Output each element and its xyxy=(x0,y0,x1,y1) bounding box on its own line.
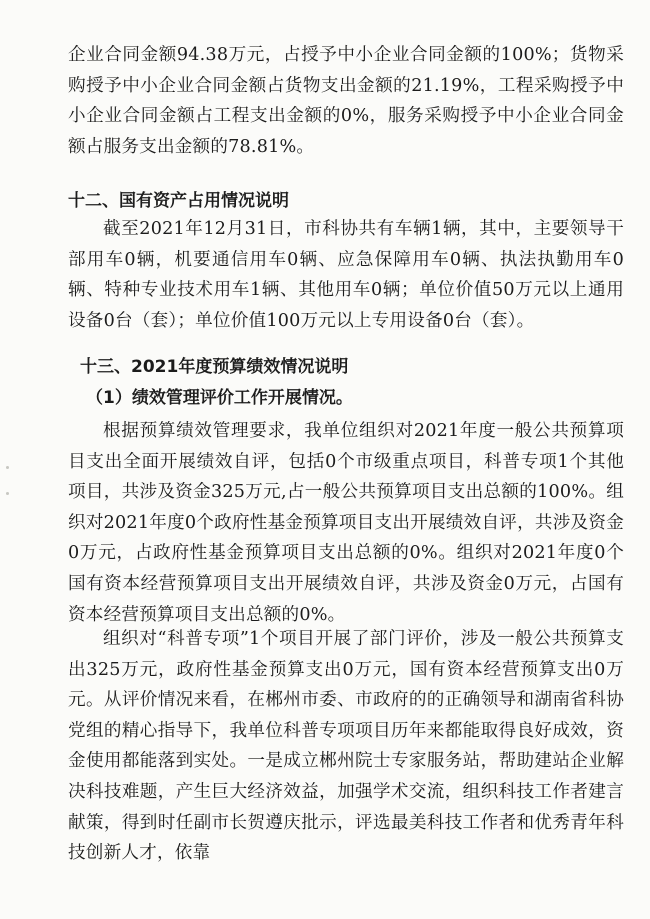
section-13-heading: 十三、2021年度预算绩效情况说明 xyxy=(80,357,349,377)
section-13-paragraph-1: 根据预算绩效管理要求，我单位组织对2021年度一般公共预算项目支出全面开展绩效自评，包括0个市级重点项目，科普专项1个其他项目，共涉及资金325万元,占一般公共预算项目支出总额的100%。组织对2021年度0个政府性基金预算项目支出开展绩效自评，共涉及资金0万元，占政府性基金预算项目支出总额的0%。组织对2021年度0个国有资本经营预算项目支出开展绩效自评，共涉及资金0万元，占国有资本经营预算项目支出总额的0%。 xyxy=(68,421,624,625)
section-12-paragraph: 截至2021年12月31日，市科协共有车辆1辆，其中，主要领导干部用车0辆，机要通信用车0辆、应急保障用车0辆、执法执勤用车0辆、特种专业技术用车1辆、其他用车0辆；单位价值50万元以上通用设备0台（套）；单位价值100万元以上专用设备0台（套）。 xyxy=(68,219,624,331)
subsection-1-heading: （1）绩效管理评价工作开展情况。 xyxy=(86,388,353,408)
intro-paragraph: 企业合同金额94.38万元，占授予中小企业合同金额的100%；货物采购授予中小企业合同金额占货物支出金额的21.19%，工程采购授予中小企业合同金额占工程支出金额的0%，服务采购授予中小企业合同金额占服务支出金额的78.81%。 xyxy=(68,45,624,157)
section-12-heading: 十二、国有资产占用情况说明 xyxy=(68,191,289,211)
section-13-paragraph-2: 组织对“科普专项”1个项目开展了部门评价，涉及一般公共预算支出325万元，政府性基金预算支出0万元，国有资本经营预算支出0万元。从评价情况来看，在郴州市委、市政府的的正确领导和湖南省科协党组的精心指导下，我单位科普专项项目历年来都能取得良好成效，资金使用都能落到实处。一是成立郴州院士专家服务站，帮助建站企业解决科技难题，产生巨大经济效益，加强学术交流，组织科技工作者建言献策，得到时任副市长贺遵庆批示，评选最美科技工作者和优秀青年科技创新人才，依靠 xyxy=(68,629,624,864)
scan-mark xyxy=(6,492,9,495)
scan-mark xyxy=(6,466,9,469)
